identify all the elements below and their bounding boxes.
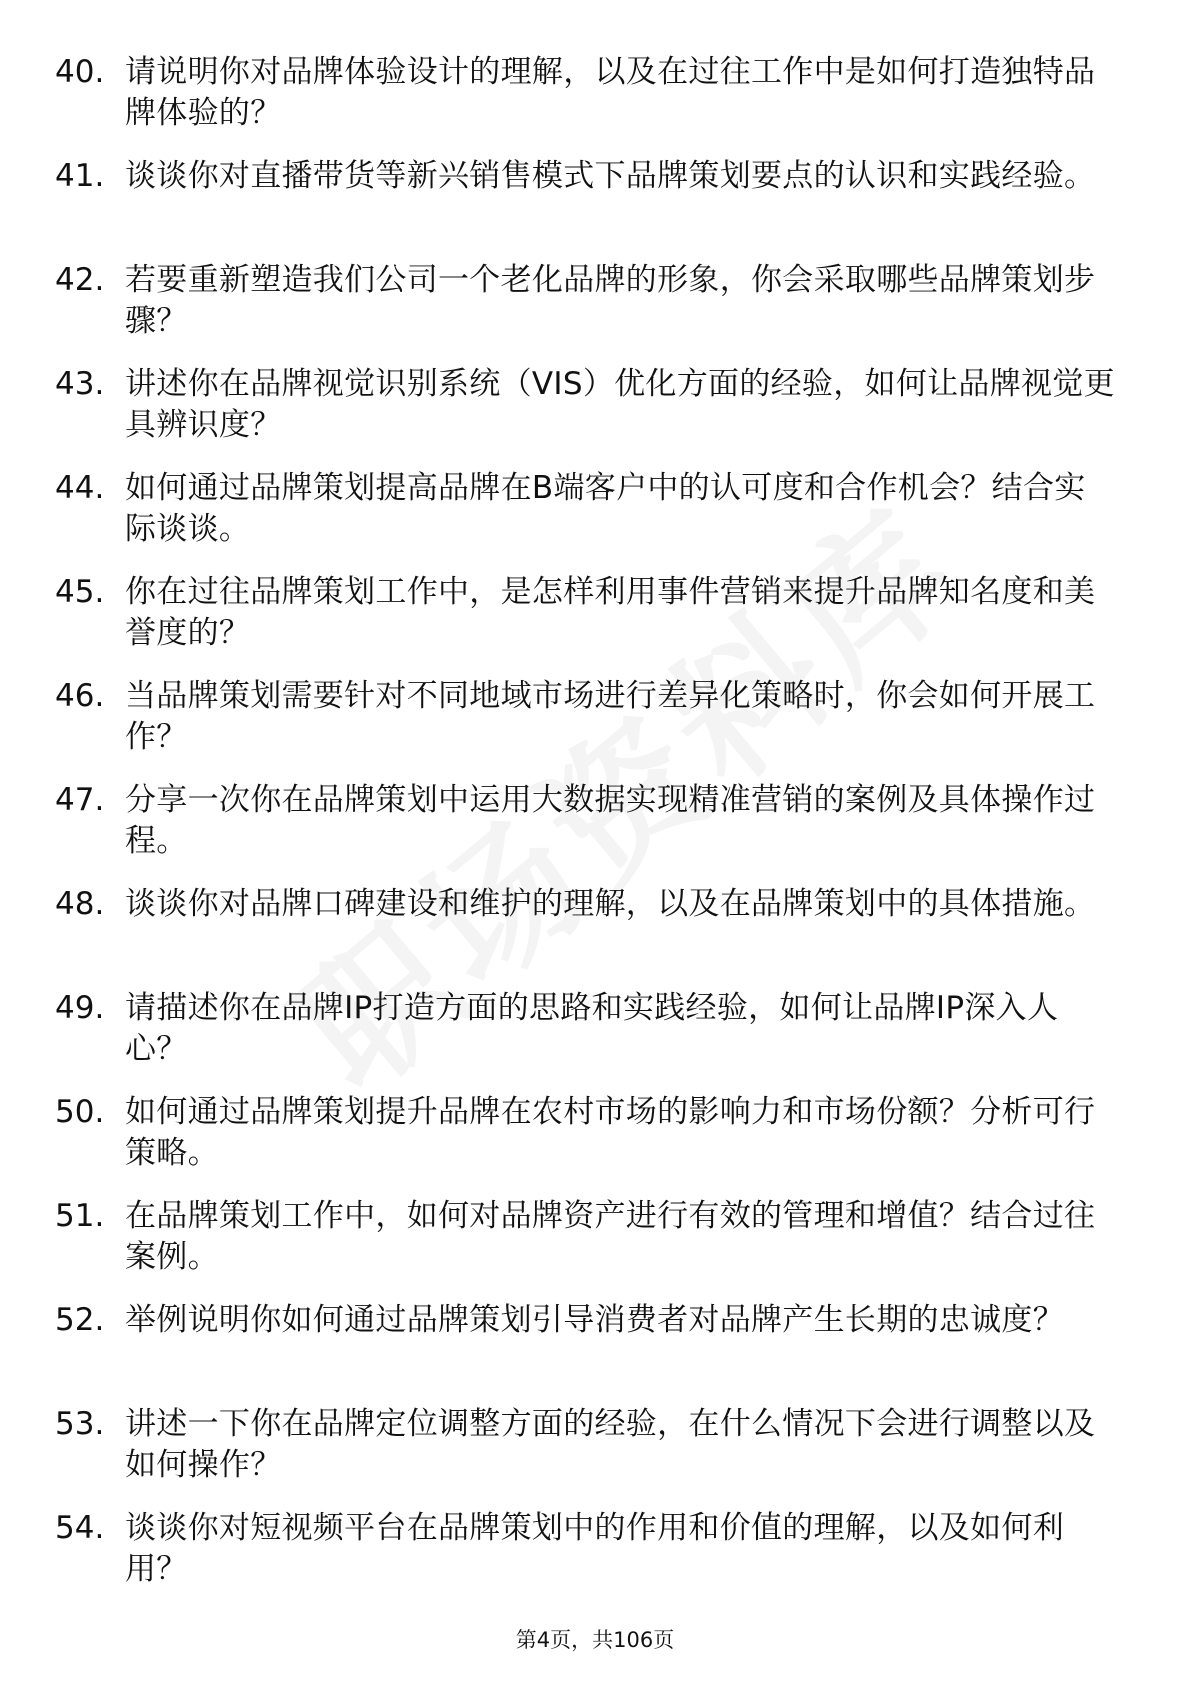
question-item-43: [55, 364, 1115, 468]
question-number: 42.: [55, 262, 105, 298]
question-number: 50.: [55, 1094, 105, 1130]
question-text: 谈谈你对品牌口碑建设和维护的理解，以及在品牌策划中的具体措施。: [125, 886, 1096, 922]
question-text: 如何通过品牌策划提升品牌在农村市场的影响力和市场份额？分析可行策略。: [125, 1094, 1096, 1171]
question-number: 53.: [55, 1406, 105, 1442]
question-item-42: [55, 260, 1115, 364]
question-item-44: [55, 468, 1115, 572]
question-text: 如何通过品牌策划提高品牌在B端客户中的认可度和合作机会？结合实际谈谈。: [125, 470, 1086, 547]
question-number: 46.: [55, 678, 105, 714]
question-item-45: [55, 572, 1115, 676]
question-number: 41.: [55, 158, 105, 194]
question-text: 在品牌策划工作中，如何对品牌资产进行有效的管理和增值？结合过往案例。: [125, 1198, 1096, 1275]
question-item-54: [55, 1508, 1115, 1612]
question-text: 你在过往品牌策划工作中，是怎样利用事件营销来提升品牌知名度和美誉度的？: [125, 574, 1096, 651]
question-item-51: [55, 1196, 1115, 1300]
question-number: 49.: [55, 990, 105, 1026]
question-text: 谈谈你对短视频平台在品牌策划中的作用和价值的理解，以及如何利用？: [125, 1510, 1064, 1587]
question-number: 45.: [55, 574, 105, 610]
question-list: [55, 52, 1115, 1612]
question-text: 分享一次你在品牌策划中运用大数据实现精准营销的案例及具体操作过程。: [125, 782, 1096, 859]
question-text: 讲述你在品牌视觉识别系统（VIS）优化方面的经验，如何让品牌视觉更具辨识度？: [125, 366, 1115, 443]
question-number: 48.: [55, 886, 105, 922]
question-item-53: [55, 1404, 1115, 1508]
question-item-46: [55, 676, 1115, 780]
question-number: 52.: [55, 1302, 105, 1338]
question-number: 43.: [55, 366, 105, 402]
question-item-40: [55, 52, 1115, 156]
question-text: 请描述你在品牌IP打造方面的思路和实践经验，如何让品牌IP深入人心？: [125, 990, 1059, 1067]
question-text: 请说明你对品牌体验设计的理解，以及在过往工作中是如何打造独特品牌体验的？: [125, 54, 1096, 131]
question-item-48: [55, 884, 1115, 988]
question-item-41: [55, 156, 1115, 260]
question-text: 讲述一下你在品牌定位调整方面的经验，在什么情况下会进行调整以及如何操作？: [125, 1406, 1096, 1483]
question-text: 当品牌策划需要针对不同地域市场进行差异化策略时，你会如何开展工作？: [125, 678, 1096, 755]
question-number: 47.: [55, 782, 105, 818]
question-item-47: [55, 780, 1115, 884]
question-number: 44.: [55, 470, 105, 506]
question-number: 54.: [55, 1510, 105, 1546]
question-item-49: [55, 988, 1115, 1092]
question-text: 若要重新塑造我们公司一个老化品牌的形象，你会采取哪些品牌策划步骤？: [125, 262, 1096, 339]
question-number: 51.: [55, 1198, 105, 1234]
question-text: 举例说明你如何通过品牌策划引导消费者对品牌产生长期的忠诚度？: [125, 1302, 1064, 1338]
question-item-50: [55, 1092, 1115, 1196]
question-number: 40.: [55, 54, 105, 90]
question-text: 谈谈你对直播带货等新兴销售模式下品牌策划要点的认识和实践经验。: [125, 158, 1096, 194]
page-footer: 第4页，共106页: [515, 1628, 675, 1652]
question-item-52: [55, 1300, 1115, 1404]
